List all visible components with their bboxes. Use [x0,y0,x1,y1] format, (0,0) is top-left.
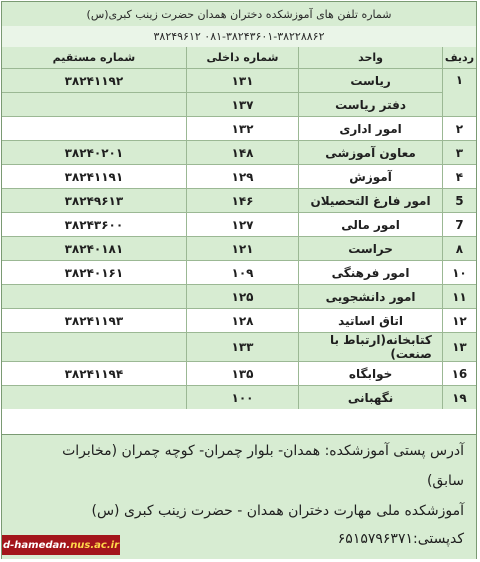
row-direct: ۳۸۲۴۳۶۰۰ [2,213,186,237]
row-internal: ۱۲۵ [186,285,298,309]
row-radif: ۱۰ [442,261,476,285]
row-radif: 7 [442,213,476,237]
row-internal: ۱۳۵ [186,362,298,386]
row-direct: ۳۸۲۴۱۱۹۴ [2,362,186,386]
row-direct: ۳۸۲۴۱۱۹۳ [2,309,186,333]
table-header-row [2,47,476,69]
row-direct [2,333,186,362]
row-radif: ۱ [442,69,476,117]
header-internal: شماره داخلی [186,47,298,69]
row-direct: ۳۸۲۴۱۱۹۲ [2,69,186,93]
address-line-2: سابق) [426,473,464,489]
header-direct: شماره مستقیم [2,47,186,69]
row-internal: ۱۳۲ [186,117,298,141]
row-internal: ۱۲۱ [186,237,298,261]
row-internal: ۱۲۸ [186,309,298,333]
row-direct: ۳۸۲۴۱۱۹۱ [2,165,186,189]
row-direct [2,386,186,410]
row-unit: کتابخانه(ارتباط با صنعت) [299,333,443,362]
row-unit: معاون آموزشی [299,141,443,165]
row-direct [2,93,186,117]
table-row [2,285,476,309]
row-unit: دفتر ریاست [299,93,443,117]
row-unit: امور فارغ التحصیلان [299,189,443,213]
table-row [2,213,476,237]
table-row [2,237,476,261]
row-unit: امور فرهنگی [299,261,443,285]
table-row [2,333,476,362]
row-radif: ۱6 [442,362,476,386]
table-row [2,362,476,386]
row-direct: ۳۸۲۴۰۱۶۱ [2,261,186,285]
row-internal: ۱۳۱ [186,69,298,93]
table-row [2,69,476,93]
row-internal: ۱۰۹ [186,261,298,285]
row-internal: ۱۴۸ [186,141,298,165]
row-radif: ۸ [442,237,476,261]
row-internal: ۱۰۰ [186,386,298,410]
table-row [2,261,476,285]
row-internal: ۱۲۷ [186,213,298,237]
table-row [2,309,476,333]
row-radif: ۱۳ [442,333,476,362]
table-row [2,386,476,410]
postal-code: کدپستی:۶۵۱۵۷۹۶۳۷۱ [337,531,464,547]
row-internal: ۱۲۹ [186,165,298,189]
row-internal: ۱۳۳ [186,333,298,362]
row-direct: ۳۸۲۴۹۶۱۳ [2,189,186,213]
school-name: آموزشکده ملی مهارت دختران همدان - حضرت زینب کبری (س) [91,503,464,519]
row-unit: خوابگاه [299,362,443,386]
row-direct [2,285,186,309]
header-unit: واحد [299,47,443,69]
phone-table [2,47,476,409]
row-radif: ۴ [442,165,476,189]
row-unit: امور دانشجویی [299,285,443,309]
row-radif: 5 [442,189,476,213]
table-row [2,165,476,189]
row-radif: ۱۱ [442,285,476,309]
table-row [2,93,476,117]
row-internal: ۱۳۷ [186,93,298,117]
row-direct: ۳۸۲۴۰۱۸۱ [2,237,186,261]
website-logo[interactable] [2,535,120,555]
row-internal: ۱۴۶ [186,189,298,213]
row-unit: امور مالی [299,213,443,237]
table-row [2,117,476,141]
logo-text: d-hamedan. [2,539,71,551]
row-unit: امور اداری [299,117,443,141]
row-radif: ۱۲ [442,309,476,333]
row-unit: نگهبانی [299,386,443,410]
row-unit: اتاق اساتید [299,309,443,333]
phone-directory-sheet [1,1,477,559]
main-phone-numbers: ۰۸۱-۳۸۲۴۳۶۰۱-۳۸۲۲۸۸۶۲ ۳۸۲۴۹۶۱۲ [2,26,476,48]
row-unit: حراست [299,237,443,261]
row-radif: ۳ [442,141,476,165]
logo-domain: nus.ac.ir [70,539,120,551]
row-radif: ۱۹ [442,386,476,410]
address-line-1: آدرس پستی آموزشکده: همدان- بلوار چمران- کوچه چمران (مخابرات [62,443,464,459]
directory-title: شماره تلفن های آموزشکده دختران همدان حضرت زینب کبری(س) [2,2,476,27]
row-direct [2,117,186,141]
row-unit: ریاست [299,69,443,93]
table-row [2,141,476,165]
row-direct: ۳۸۲۴۰۲۰۱ [2,141,186,165]
header-radif: ردیف [442,47,476,69]
row-radif: ۲ [442,117,476,141]
row-unit: آموزش [299,165,443,189]
table-row [2,189,476,213]
